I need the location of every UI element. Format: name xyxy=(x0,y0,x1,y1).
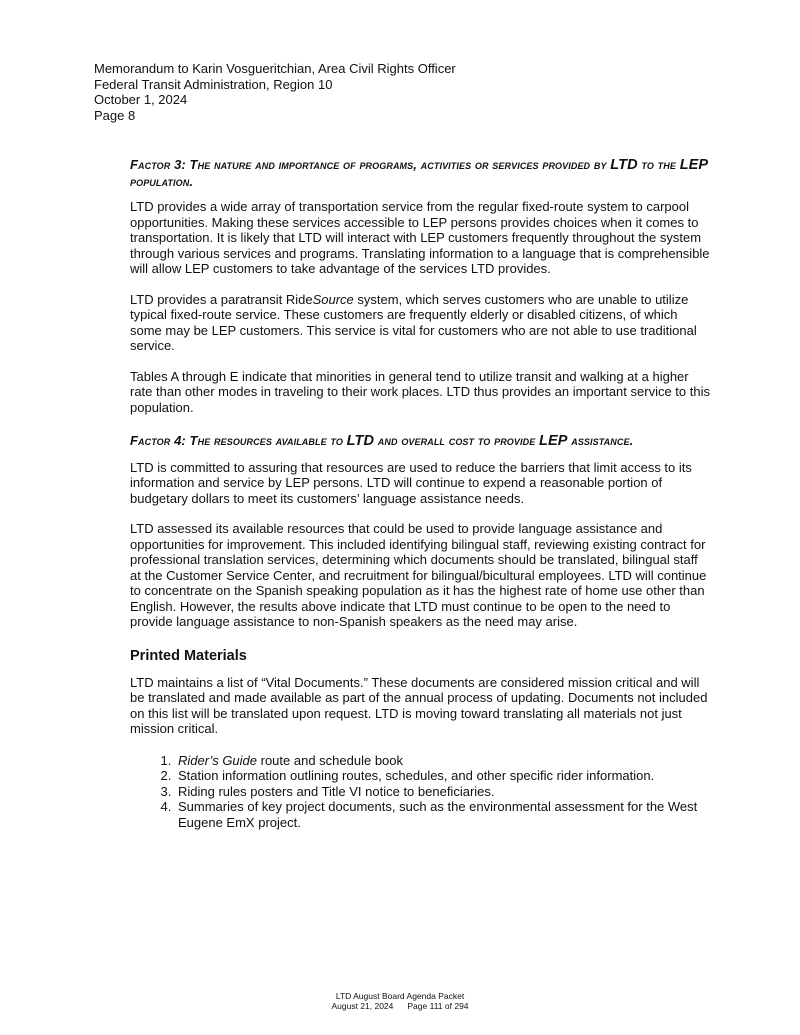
factor-3-paragraph-1: LTD provides a wide array of transportation service from the regular fixed-route system to carpool opportunities. Making these services accessible to LEP persons provides choices when it comes to transportation. It is likely that LTD will interact with LEP customers frequently throughout the system through various services and programs. Translating information to a language that is comprehensible will allow LEP customers to take advantage of the services LTD provides. xyxy=(130,199,710,276)
factor-3-paragraph-2-italic: Source xyxy=(312,291,354,307)
factor-4-heading-ltd: LTD xyxy=(346,433,375,449)
printed-materials-paragraph: LTD maintains a list of “Vital Documents.” These documents are considered mission critical and will be translated and made available as part of the annual process of updating. Documents not included on this list will be translated upon request. LTD is moving toward translating all materials not just mission critical. xyxy=(130,674,708,736)
list-item-1-italic: Rider’s Guide xyxy=(178,752,258,768)
factor-3-paragraph-3: Tables A through E indicate that minorities in general tend to utilize transit and walking at a higher rate than other modes in traveling to their work places. LTD thus provides an important service to this population. xyxy=(130,368,710,415)
factor-3-paragraph-2-end: system, which serves customers who are unable to utilize typical fixed-route service. These customers are frequently elderly or disabled citizens, of which some may be LEP customers. This service is vital for customers who are not able to use traditional service. xyxy=(130,291,697,353)
factor-3-heading-text: Factor 3: The nature and importance of programs, activities or services provided by xyxy=(130,157,611,172)
list-item: 2. Station information outlining routes, schedules, and other specific rider information. xyxy=(175,768,710,784)
factor-3-heading-mid: to the xyxy=(637,157,680,172)
memo-page-number: Page 8 xyxy=(94,107,136,123)
vital-documents-list xyxy=(130,753,710,831)
factor-3-heading-ltd: LTD xyxy=(610,157,638,173)
memo-date: October 1, 2024 xyxy=(94,92,188,107)
factor-4-heading-mid: and overall cost to provide xyxy=(374,433,540,448)
memo-header xyxy=(94,61,456,123)
list-item-1-text: route and schedule book xyxy=(257,752,404,768)
memo-agency: Federal Transit Administration, Region 10 xyxy=(94,76,333,92)
footer-packet-title: LTD August Board Agenda Packet xyxy=(335,991,465,1001)
factor-4-heading-lep: LEP xyxy=(539,433,568,449)
list-item: 3. Riding rules posters and Title VI notice to beneficiaries. xyxy=(175,784,710,800)
page-footer xyxy=(0,991,800,1011)
factor-4-heading-suffix: assistance. xyxy=(567,433,634,448)
document-body xyxy=(130,157,710,830)
list-item: 4. Summaries of key project documents, such as the environmental assessment for the West Eugene EmX project. xyxy=(175,799,710,830)
factor-4-paragraph-1: LTD is committed to assuring that resources are used to reduce the barriers that limit access to its information and service by LEP persons. LTD will continue to expend a reasonable portion of budgetary dollars to meet its customers’ language assistance needs. xyxy=(130,459,692,506)
factor-3-heading xyxy=(130,157,710,189)
factor-3-heading-suffix: population. xyxy=(130,173,194,189)
factor-3-paragraph-2 xyxy=(130,292,710,354)
footer-date: August 21, 2024 xyxy=(331,1001,394,1011)
factor-4-paragraph-2: LTD assessed its available resources that could be used to provide language assistance and opportunities for improvement. This included identifying bilingual staff, reviewing existing contract for professional translation services, determining which documents should be translated, bilingual staff at the Customer Service Center, and recruitment for bilingual/bicultural employees. LTD will continue to concentrate on the Spanish speaking population as it has the highest rate of home use other than English. However, the results above indicate that LTD must continue to be open to the need to provide language assistance to non-Spanish speakers as the need may arise. xyxy=(130,521,707,629)
list-item xyxy=(175,753,710,769)
printed-materials-title: Printed Materials xyxy=(130,647,247,664)
footer-page-count: Page 111 of 294 xyxy=(407,1001,469,1011)
factor-3-paragraph-2-start: LTD provides a paratransit Ride xyxy=(130,291,313,307)
footer-date-page xyxy=(0,1001,800,1011)
memo-recipient: Memorandum to Karin Vosgueritchian, Area Civil Rights Officer xyxy=(94,61,456,76)
factor-4-heading-text: Factor 4: The resources available to xyxy=(130,433,347,448)
factor-4-heading xyxy=(130,433,710,450)
factor-3-heading-lep: LEP xyxy=(679,157,709,173)
